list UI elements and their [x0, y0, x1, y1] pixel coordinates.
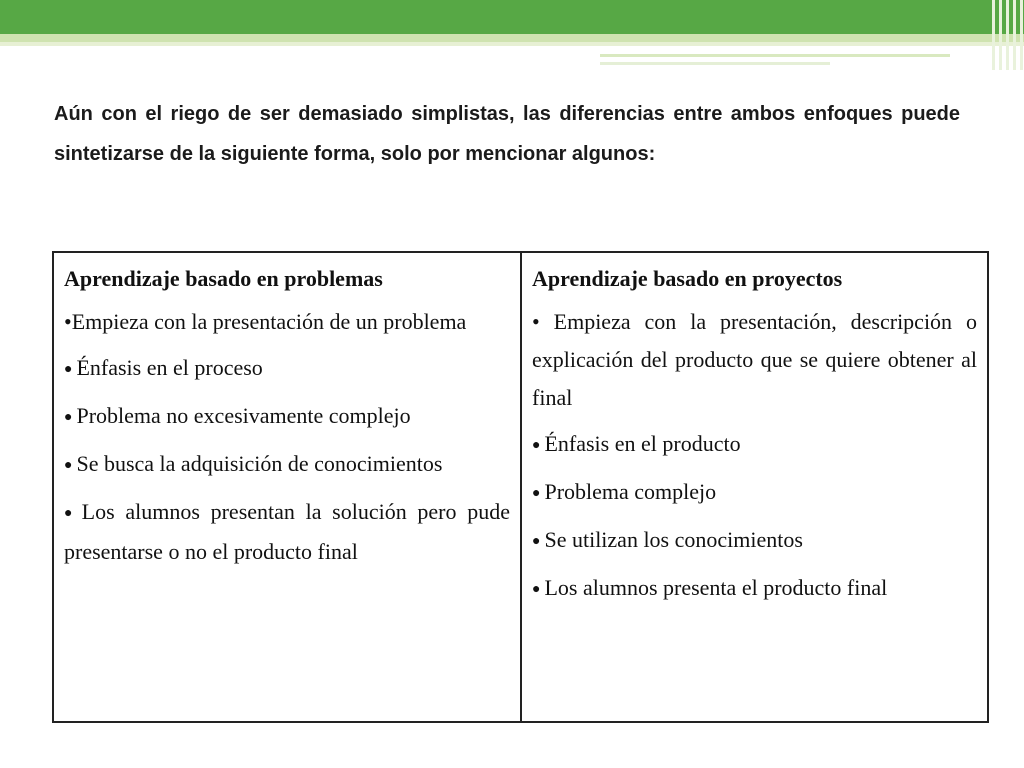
- column-title: Aprendizaje basado en problemas: [64, 266, 383, 291]
- comparison-table: [52, 251, 989, 723]
- list-item-text: Se busca la adquisición de conocimientos: [76, 450, 443, 476]
- list-item-text: Problema no excesivamente complejo: [76, 402, 411, 428]
- bullet-icon: ●: [532, 581, 541, 597]
- header-strip: [0, 34, 1024, 42]
- column-title: Aprendizaje basado en proyectos: [532, 266, 843, 291]
- list-item-text: Se utilizan los conocimientos: [544, 526, 803, 552]
- list-item-text: Los alumnos presenta el producto final: [544, 574, 888, 600]
- list-item-text: Énfasis en el producto: [544, 431, 741, 456]
- header-stripe: [999, 0, 1002, 70]
- header-stripe: [992, 0, 995, 70]
- list-item-text: Empieza con la presentación, descripción o explicación del producto que se quiere obtener al final: [532, 309, 977, 410]
- bullet-icon: ●: [532, 437, 541, 453]
- header-stripes: [990, 0, 1024, 70]
- bullet-icon: ●: [64, 409, 73, 425]
- header-stripe: [1013, 0, 1016, 70]
- list-item-text: Problema complejo: [544, 478, 717, 504]
- list-item: [64, 445, 510, 485]
- bullet-icon: ●: [64, 505, 78, 521]
- column-problems: [54, 253, 522, 721]
- list-item: [532, 473, 977, 513]
- header-stripe: [1006, 0, 1009, 70]
- list-item: [64, 493, 510, 571]
- list-item: [532, 521, 977, 561]
- list-item: [532, 569, 977, 609]
- list-item: [64, 397, 510, 437]
- list-item: [64, 349, 510, 389]
- list-item-text: Los alumnos presentan la solución pero pude presentarse o no el producto final: [64, 498, 510, 564]
- bullet-icon: •: [64, 309, 72, 334]
- bullet-icon: •: [532, 309, 540, 334]
- list-item: [64, 303, 510, 341]
- list-item-text: Empieza con la presentación de un problema: [71, 309, 467, 334]
- list-item: [532, 303, 977, 417]
- column-projects: [522, 253, 987, 721]
- bullet-icon: ●: [64, 457, 73, 473]
- header-line: [600, 62, 830, 65]
- bullet-icon: ●: [532, 485, 541, 501]
- header-stripe: [1020, 0, 1023, 70]
- list-item: [532, 425, 977, 465]
- header-band: [0, 0, 1024, 34]
- header-line: [600, 54, 950, 57]
- header-line: [0, 42, 1024, 46]
- bullet-icon: ●: [64, 361, 73, 377]
- intro-paragraph: Aún con el riego de ser demasiado simplistas, las diferencias entre ambos enfoques puede sintetizarse de la siguiente forma, solo por mencionar algunos:: [54, 103, 960, 165]
- list-item-text: Énfasis en el proceso: [76, 355, 263, 380]
- bullet-icon: ●: [532, 533, 541, 549]
